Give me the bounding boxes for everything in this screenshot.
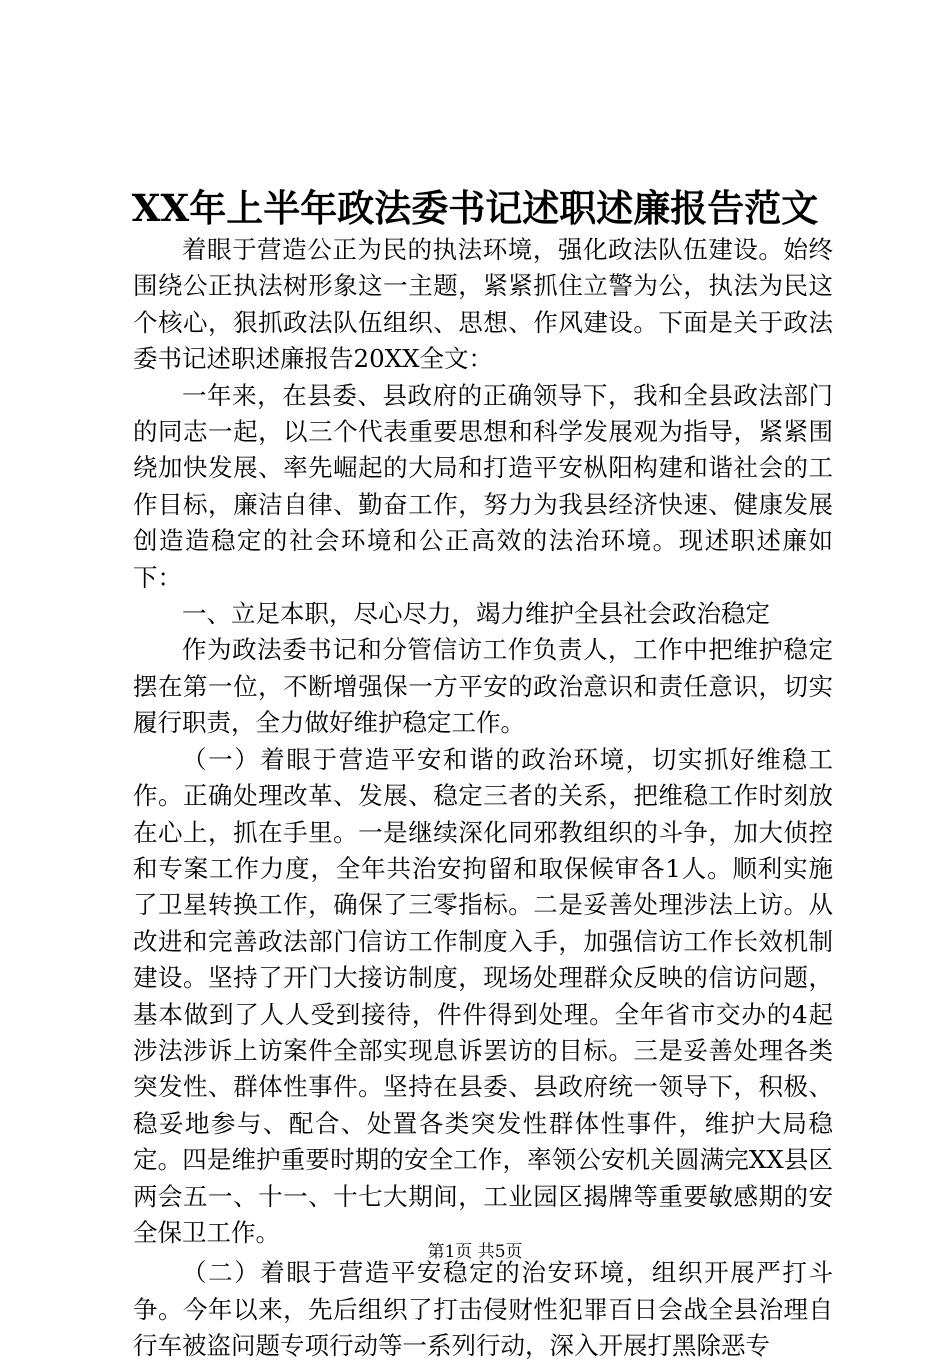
- intro-paragraph: 着眼于营造公正为民的执法环境，强化政法队伍建设。始终围绕公正执法树形象这一主题，紧紧抓住立警为公，执法为民这个核心，狠抓政法队伍组织、思想、作风建设。下面是关于政法委书记述职述廉报告20XX全文：: [133, 235, 833, 374]
- section-paragraph: 作为政法委书记和分管信访工作负责人，工作中把维护稳定摆在第一位，不断增强保一方平安的政治意识和责任意识，切实履行职责，全力做好维护稳定工作。: [133, 635, 833, 738]
- summary-paragraph: 一年来，在县委、县政府的正确领导下，我和全县政法部门的同志一起，以三个代表重要思想和科学发展观为指导，紧紧围绕加快发展、率先崛起的大局和打造平安枞阳构建和谐社会的工作目标，廉洁自律、勤奋工作，努力为我县经济快速、健康发展创造造稳定的社会环境和公正高效的法治环境。现述职述廉如下：: [133, 380, 833, 592]
- document-title: XX年上半年政法委书记述职述廉报告范文: [131, 186, 819, 230]
- subsection-paragraph-two: （二）着眼于营造平安稳定的治安环境，组织开展严打斗争。今年以来，先后组织了打击侵财性犯罪百日会战全县治理自行车被盗问题专项行动等一系列行动，深入开展打黑除恶专: [133, 1258, 833, 1361]
- subsection-paragraph-one: （一）着眼于营造平安和谐的政治环境，切实抓好维稳工作。正确处理改革、发展、稳定三者的关系，把维稳工作时刻放在心上，抓在手里。一是继续深化同邪教组织的斗争，加大侦控和专案工作力度，全年共治安拘留和取保候审各1人。顺利实施了卫星转换工作，确保了三零指标。二是妥善处理涉法上访。从改进和完善政法部门信访工作制度入手，加强信访工作长效机制建设。坚持了开门大接访制度，现场处理群众反映的信访问题，基本做到了人人受到接待，件件得到处理。全年省市交办的4起涉法涉诉上访案件全部实现息诉罢访的目标。三是妥善处理各类突发性、群体性事件。坚持在县委、县政府统一领导下，积极、稳妥地参与、配合、处置各类突发性群体性事件，维护大局稳定。四是维护重要时期的安全工作，率领公安机关圆满完XX县区两会五一、十一、十七大期间，工业园区揭牌等重要敏感期的安全保卫工作。: [133, 744, 833, 1247]
- section-heading: 一、立足本职，尽心尽力，竭力维护全县社会政治稳定: [182, 599, 770, 629]
- document-body: [133, 232, 833, 1365]
- page-number: 第1页 共5页: [427, 1242, 523, 1262]
